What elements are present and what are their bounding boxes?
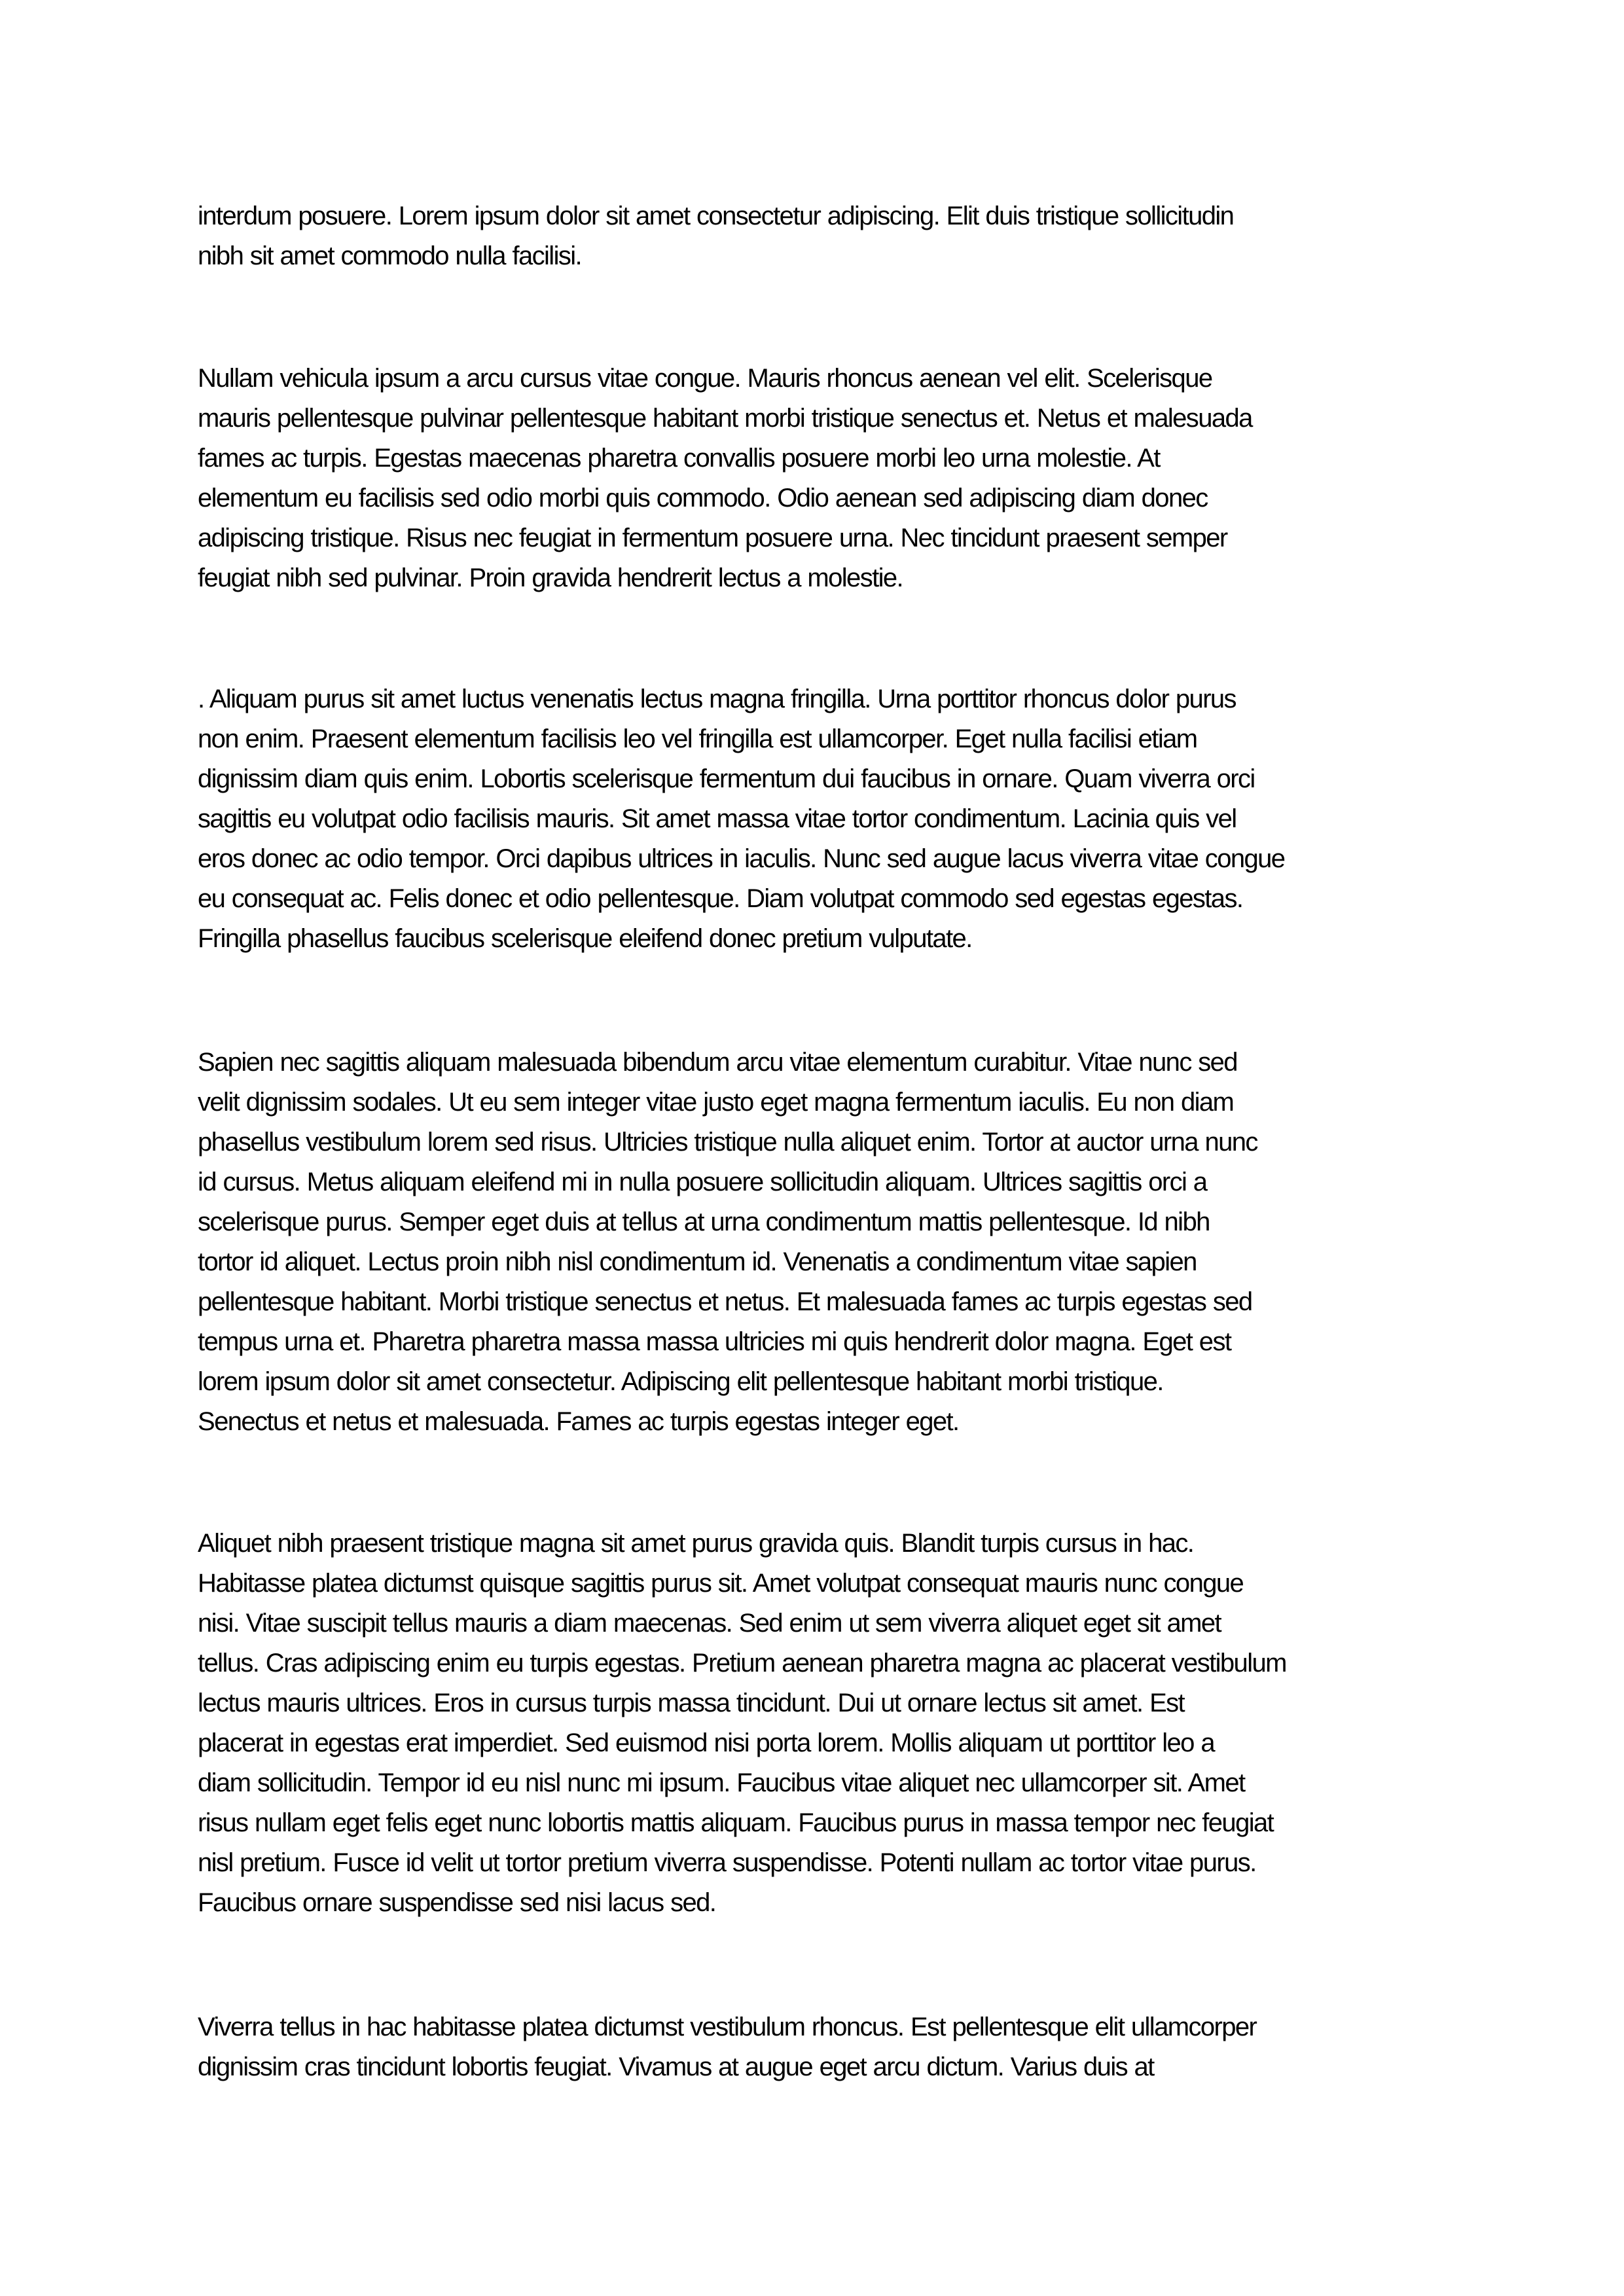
text-line: nisi. Vitae suscipit tellus mauris a diam maecenas. Sed enim ut sem viverra aliquet eget sit amet (198, 1609, 1221, 1638)
text-line: interdum posuere. Lorem ipsum dolor sit amet consectetur adipiscing. Elit duis tristique sollicitudin (198, 202, 1234, 230)
text-line: mauris pellentesque pulvinar pellentesque habitant morbi tristique senectus et. Netus et malesuada (198, 404, 1252, 433)
text-line: dignissim cras tincidunt lobortis feugiat. Vivamus at augue eget arcu dictum. Varius duis at (198, 2053, 1154, 2081)
text-line: Nullam vehicula ipsum a arcu cursus vitae congue. Mauris rhoncus aenean vel elit. Scelerisque (198, 364, 1212, 393)
text-line: risus nullam eget felis eget nunc lobortis mattis aliquam. Faucibus purus in massa tempor nec feugiat (198, 1808, 1274, 1837)
text-line: phasellus vestibulum lorem sed risus. Ultricies tristique nulla aliquet enim. Tortor at auctor urna nunc (198, 1128, 1257, 1157)
paragraph (198, 679, 1441, 959)
text-line: non enim. Praesent elementum facilisis leo vel fringilla est ullamcorper. Eget nulla facilisi etiam (198, 725, 1197, 753)
text-line: . Aliquam purus sit amet luctus venenatis lectus magna fringilla. Urna porttitor rhoncus dolor purus (198, 685, 1236, 713)
text-line: lectus mauris ultrices. Eros in cursus turpis massa tincidunt. Dui ut ornare lectus sit amet. Est (198, 1689, 1185, 1717)
text-line: nibh sit amet commodo nulla facilisi. (198, 242, 582, 270)
text-line: lorem ipsum dolor sit amet consectetur. Adipiscing elit pellentesque habitant morbi tristique. (198, 1367, 1163, 1396)
text-line: id cursus. Metus aliquam eleifend mi in nulla posuere sollicitudin aliquam. Ultrices sagittis orci a (198, 1168, 1207, 1196)
text-line: Sapien nec sagittis aliquam malesuada bibendum arcu vitae elementum curabitur. Vitae nunc sed (198, 1048, 1237, 1077)
text-line: diam sollicitudin. Tempor id eu nisl nunc mi ipsum. Faucibus vitae aliquet nec ullamcorper sit. Amet (198, 1768, 1245, 1797)
text-line: Habitasse platea dictumst quisque sagittis purus sit. Amet volutpat consequat mauris nunc congue (198, 1569, 1244, 1598)
text-line: eros donec ac odio tempor. Orci dapibus ultrices in iaculis. Nunc sed augue lacus viverra vitae congue (198, 844, 1285, 873)
text-line: velit dignissim sodales. Ut eu sem integer vitae justo eget magna fermentum iaculis. Eu non diam (198, 1088, 1234, 1117)
paragraph (198, 196, 1441, 276)
paragraph (198, 2007, 1441, 2087)
text-line: tortor id aliquet. Lectus proin nibh nisl condimentum id. Venenatis a condimentum vitae sapien (198, 1247, 1197, 1276)
text-line: tellus. Cras adipiscing enim eu turpis egestas. Pretium aenean pharetra magna ac placerat vestibulum (198, 1649, 1286, 1677)
text-line: nisl pretium. Fusce id velit ut tortor pretium viverra suspendisse. Potenti nullam ac tortor vitae purus. (198, 1848, 1256, 1877)
text-line: feugiat nibh sed pulvinar. Proin gravida hendrerit lectus a molestie. (198, 564, 903, 592)
text-line: Fringilla phasellus faucibus scelerisque eleifend donec pretium vulputate. (198, 924, 972, 953)
text-line: Aliquet nibh praesent tristique magna sit amet purus gravida quis. Blandit turpis cursus in hac. (198, 1529, 1194, 1558)
text-line: elementum eu facilisis sed odio morbi quis commodo. Odio aenean sed adipiscing diam donec (198, 484, 1208, 512)
text-line: adipiscing tristique. Risus nec feugiat in fermentum posuere urna. Nec tincidunt praesent semper (198, 524, 1227, 552)
text-line: pellentesque habitant. Morbi tristique senectus et netus. Et malesuada fames ac turpis egestas sed (198, 1287, 1252, 1316)
text-line: Senectus et netus et malesuada. Fames ac turpis egestas integer eget. (198, 1407, 959, 1436)
paragraph (198, 1043, 1441, 1442)
text-line: placerat in egestas erat imperdiet. Sed euismod nisi porta lorem. Mollis aliquam ut porttitor leo a (198, 1729, 1214, 1757)
text-line: sagittis eu volutpat odio facilisis mauris. Sit amet massa vitae tortor condimentum. Lacinia quis vel (198, 804, 1236, 833)
paragraph (198, 1524, 1441, 1923)
text-line: fames ac turpis. Egestas maecenas pharetra convallis posuere morbi leo urna molestie. At (198, 444, 1160, 473)
text-line: Faucibus ornare suspendisse sed nisi lacus sed. (198, 1888, 716, 1917)
paragraph (198, 359, 1441, 598)
text-line: dignissim diam quis enim. Lobortis scelerisque fermentum dui faucibus in ornare. Quam viverra orci (198, 764, 1255, 793)
text-line: scelerisque purus. Semper eget duis at tellus at urna condimentum mattis pellentesque. Id nibh (198, 1208, 1210, 1236)
text-line: tempus urna et. Pharetra pharetra massa massa ultricies mi quis hendrerit dolor magna. Eget est (198, 1327, 1231, 1356)
text-line: Viverra tellus in hac habitasse platea dictumst vestibulum rhoncus. Est pellentesque elit ullamcorper (198, 2013, 1257, 2041)
text-line: eu consequat ac. Felis donec et odio pellentesque. Diam volutpat commodo sed egestas egestas. (198, 884, 1243, 913)
